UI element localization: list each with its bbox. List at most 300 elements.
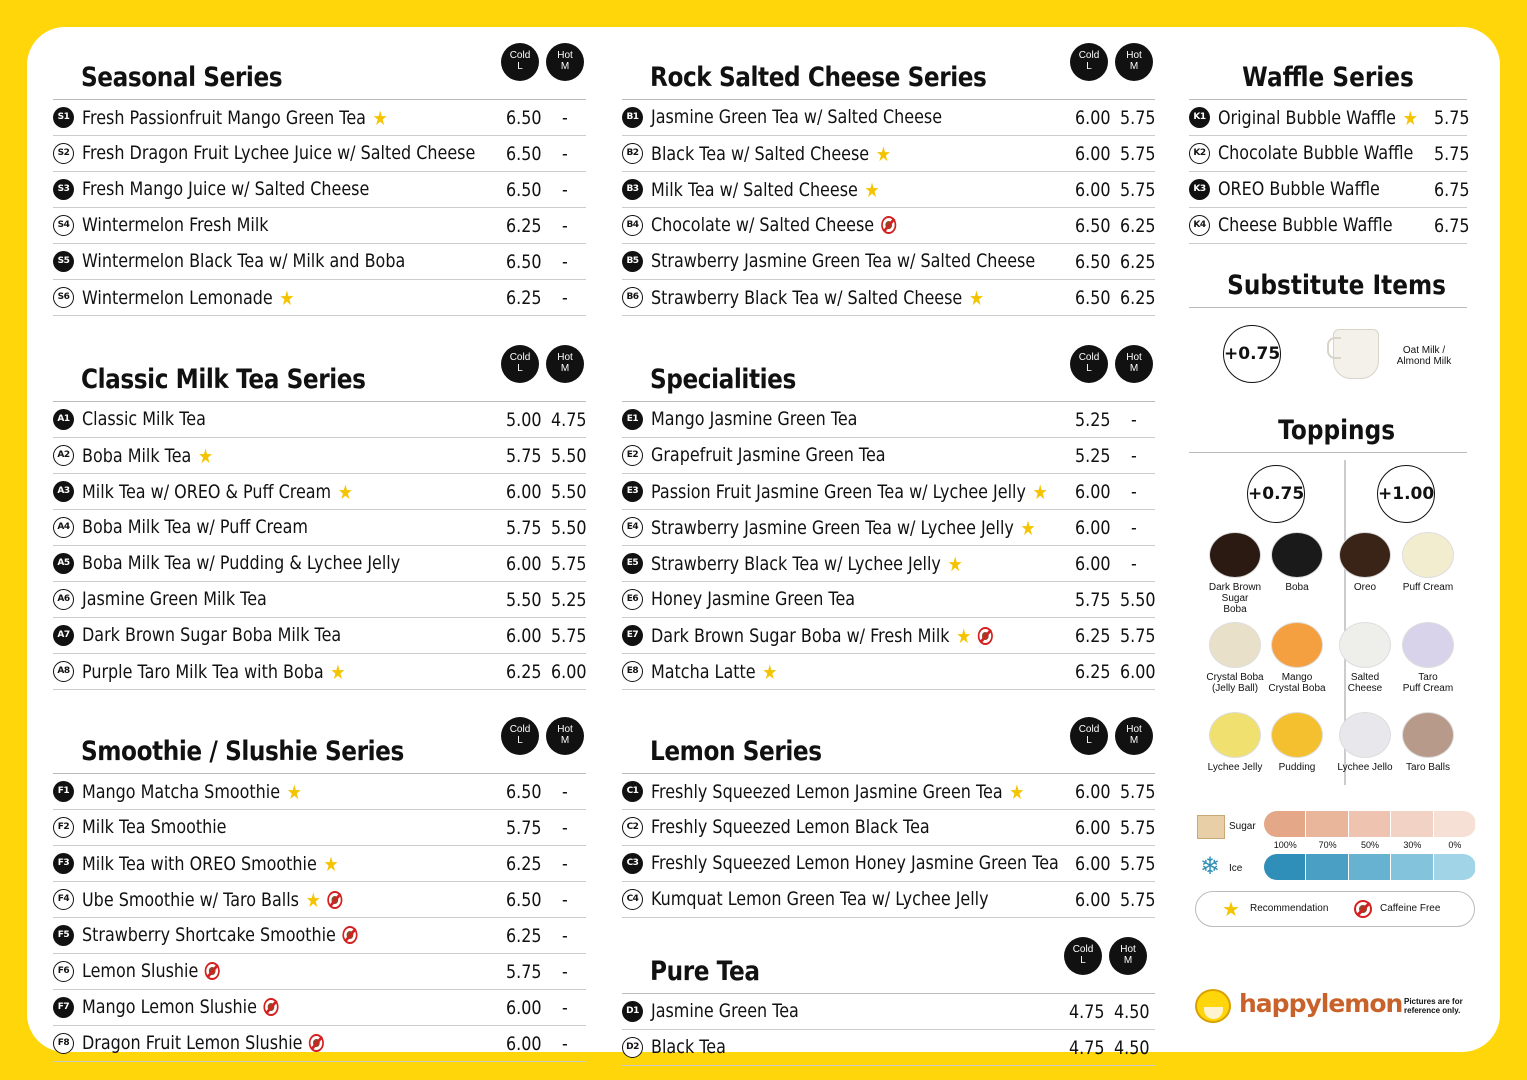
caffeine-free-icon: [343, 926, 358, 944]
price-cold: 6.00: [1075, 781, 1111, 803]
item-code-badge: E7: [622, 625, 643, 646]
menu-item[interactable]: [622, 136, 1155, 172]
section-rock-salted-cheese-series: [622, 50, 1156, 316]
item-code-badge: S2: [53, 143, 74, 164]
sugar-level-segment: [1349, 811, 1391, 837]
price-cold: 6.25: [1075, 661, 1111, 683]
menu-item[interactable]: [622, 438, 1155, 474]
cold-badge: Cold L: [1070, 717, 1108, 755]
price-hot: -: [1131, 517, 1137, 539]
item-name: Honey Jasmine Green Tea: [651, 588, 856, 610]
menu-item[interactable]: [53, 618, 586, 654]
price-hot: 5.50: [551, 445, 587, 467]
column-right: [1189, 57, 1470, 1018]
menu-item[interactable]: [622, 618, 1155, 654]
level-label: 0%: [1448, 840, 1462, 850]
topping-item: Pudding: [1257, 712, 1337, 773]
item-code-badge: A3: [53, 481, 74, 502]
topping-image: [1402, 622, 1454, 668]
menu-item[interactable]: [622, 510, 1155, 546]
item-name: Strawberry Black Tea w/ Lychee Jelly ★: [651, 552, 963, 576]
level-label: 70%: [1318, 840, 1337, 850]
price-hot: -: [562, 179, 568, 201]
sugar-level-segment: [1264, 811, 1306, 837]
item-code-badge: F3: [53, 853, 74, 874]
item-code-badge: F7: [53, 997, 74, 1018]
item-code-badge: E6: [622, 589, 643, 610]
item-code-badge: C3: [622, 853, 643, 874]
price-hot: -: [1131, 409, 1137, 431]
menu-item[interactable]: [53, 774, 586, 810]
item-name: Milk Tea with OREO Smoothie ★: [82, 852, 339, 876]
topping-item: Mango Crystal Boba: [1257, 622, 1337, 694]
section-header: [622, 352, 1155, 402]
item-name: Chocolate Bubble Waffle: [1218, 142, 1414, 164]
item-name: Purple Taro Milk Tea with Boba ★: [82, 660, 346, 684]
price-hot: -: [562, 889, 568, 911]
item-name: Passion Fruit Jasmine Green Tea w/ Lychee Jelly ★: [651, 480, 1048, 504]
item-code-badge: F4: [53, 889, 74, 910]
hot-badge: Hot M: [1115, 345, 1153, 383]
legend: [1195, 891, 1475, 927]
star-icon: ★: [968, 286, 985, 310]
caffeine-free-icon: [205, 962, 220, 980]
price-cold: 6.00: [506, 625, 542, 647]
section-header: [53, 352, 586, 402]
cold-badge: Cold L: [501, 717, 539, 755]
menu-item[interactable]: [53, 438, 586, 474]
menu-item[interactable]: [53, 954, 586, 990]
level-label: 50%: [1361, 840, 1380, 850]
caffeine-free-icon: [309, 1034, 324, 1052]
price-hot: 5.75: [1120, 817, 1156, 839]
substitute-section: [1189, 265, 1467, 308]
price-cold: 5.75: [506, 517, 542, 539]
menu-item[interactable]: [53, 1026, 586, 1062]
section-title: Classic Milk Tea Series: [81, 364, 366, 395]
topping-image: [1209, 622, 1261, 668]
menu-item[interactable]: [53, 100, 586, 136]
menu-item[interactable]: [622, 810, 1155, 846]
item-name: Strawberry Black Tea w/ Salted Cheese ★: [651, 286, 985, 310]
price-cold: 6.25: [506, 287, 542, 309]
item-name: Dragon Fruit Lemon Slushie: [82, 1032, 324, 1054]
price-cold: 6.00: [506, 1033, 542, 1055]
item-code-badge: B2: [622, 143, 643, 164]
item-name: Mango Lemon Slushie: [82, 996, 279, 1018]
sugar-label: Sugar: [1229, 821, 1256, 832]
waffle-item[interactable]: [1189, 136, 1470, 172]
price-hot: 5.75: [1120, 781, 1156, 803]
waffle-price: 6.75: [1434, 215, 1470, 237]
price-cold: 6.50: [506, 251, 542, 273]
price-hot: 5.75: [1120, 179, 1156, 201]
section-title: Lemon Series: [650, 736, 822, 767]
item-name: Strawberry Jasmine Green Tea w/ Salted Cheese: [651, 250, 1036, 272]
menu-item[interactable]: [622, 244, 1155, 280]
menu-card: [27, 27, 1500, 1059]
price-hot: 6.25: [1120, 251, 1156, 273]
level-labels: [1264, 840, 1476, 850]
price-cold: 6.50: [506, 889, 542, 911]
item-code-badge: C2: [622, 817, 643, 838]
menu-item[interactable]: [53, 882, 586, 918]
item-code-badge: E4: [622, 517, 643, 538]
item-code-badge: B3: [622, 179, 643, 200]
star-icon: ★: [1222, 899, 1240, 921]
item-name: OREO Bubble Waffle: [1218, 178, 1380, 200]
sugar-level-segment: [1434, 811, 1476, 837]
star-icon: ★: [875, 142, 891, 166]
legend-caffeine-free: Caffeine Free: [1380, 903, 1441, 914]
menu-item[interactable]: [53, 510, 586, 546]
substitute-title: Substitute Items: [1227, 270, 1447, 301]
item-code-badge: A1: [53, 409, 74, 430]
menu-item[interactable]: [53, 990, 586, 1026]
menu-item[interactable]: [53, 582, 586, 618]
hot-badge: Hot M: [1109, 937, 1147, 975]
menu-item[interactable]: [622, 546, 1155, 582]
menu-item[interactable]: [622, 654, 1155, 690]
price-hot: -: [562, 287, 568, 309]
section-classic-milk-tea-series: [53, 352, 587, 690]
substitute-price: +0.75: [1223, 325, 1281, 383]
price-hot: 5.75: [1120, 107, 1156, 129]
caffeine-free-icon: [327, 891, 342, 909]
item-name: Freshly Squeezed Lemon Honey Jasmine Green Tea: [651, 852, 1059, 874]
lemon-face-icon: [1195, 989, 1231, 1023]
price-hot: 5.75: [551, 625, 587, 647]
menu-item[interactable]: [622, 208, 1155, 244]
sugar-level-segment: [1391, 811, 1433, 837]
price-hot: -: [562, 853, 568, 875]
star-icon: ★: [372, 106, 388, 130]
price-hot: 5.75: [1120, 889, 1156, 911]
item-name: Milk Tea w/ OREO & Puff Cream ★: [82, 480, 353, 504]
item-code-badge: F2: [53, 817, 74, 838]
ice-bar: [1264, 854, 1476, 880]
hot-badge: Hot M: [1115, 717, 1153, 755]
item-name: Wintermelon Black Tea w/ Milk and Boba: [82, 250, 406, 272]
item-code-badge: F6: [53, 961, 74, 982]
price-cold: 6.00: [1075, 143, 1111, 165]
item-name: Black Tea: [651, 1036, 726, 1058]
price-cold: 6.50: [506, 179, 542, 201]
topping-image: [1339, 532, 1391, 578]
item-name: Lemon Slushie: [82, 960, 220, 982]
oat-milk-image: [1327, 323, 1387, 379]
topping-image: [1339, 622, 1391, 668]
item-name: Boba Milk Tea ★: [82, 444, 214, 468]
menu-item[interactable]: [53, 402, 586, 438]
waffle-section: [1189, 57, 1467, 100]
menu-item[interactable]: [53, 280, 586, 316]
item-name: Freshly Squeezed Lemon Black Tea: [651, 816, 930, 838]
price-cold: 5.25: [1075, 409, 1111, 431]
topping-item: Taro Balls: [1388, 712, 1468, 773]
item-name: Chocolate w/ Salted Cheese: [651, 214, 896, 236]
caffeine-free-icon: [264, 998, 279, 1016]
item-name: Mango Jasmine Green Tea: [651, 408, 858, 430]
price-hot: -: [562, 107, 568, 129]
menu-item[interactable]: [53, 474, 586, 510]
price-cold: 6.50: [1075, 251, 1111, 273]
price-hot: 5.75: [1120, 625, 1156, 647]
item-code-badge: F5: [53, 925, 74, 946]
toppings-section: [1189, 410, 1467, 453]
price-cold: 6.00: [1075, 481, 1111, 503]
price-cold: 6.50: [506, 107, 542, 129]
item-name: Fresh Mango Juice w/ Salted Cheese: [82, 178, 370, 200]
topping-item: Lychee Jello: [1325, 712, 1405, 773]
item-name: Wintermelon Fresh Milk: [82, 214, 269, 236]
item-code-badge: S4: [53, 215, 74, 236]
cold-badge: Cold L: [1070, 345, 1108, 383]
sugar-bar: [1264, 811, 1476, 837]
price-cold: 6.25: [1075, 625, 1111, 647]
star-icon: ★: [1009, 780, 1025, 804]
item-code-badge: B5: [622, 251, 643, 272]
topping-image: [1209, 712, 1261, 758]
price-cold: 4.75: [1069, 1037, 1105, 1059]
menu-item[interactable]: [53, 846, 586, 882]
topping-item: Dark Brown Sugar Boba: [1195, 532, 1275, 615]
item-code-badge: A5: [53, 553, 74, 574]
price-hot: 5.75: [1120, 143, 1156, 165]
item-code-badge: K2: [1189, 143, 1210, 164]
menu-item[interactable]: [53, 546, 586, 582]
star-icon: ★: [762, 660, 778, 684]
price-hot: 4.50: [1114, 1001, 1150, 1023]
menu-item[interactable]: [53, 172, 586, 208]
topping-image: [1271, 712, 1323, 758]
item-code-badge: B4: [622, 215, 643, 236]
item-name: Freshly Squeezed Lemon Jasmine Green Tea ★: [651, 780, 1025, 804]
menu-item[interactable]: [622, 774, 1155, 810]
price-cold: 6.00: [1075, 553, 1111, 575]
price-hot: -: [562, 251, 568, 273]
star-icon: ★: [286, 780, 302, 804]
topping-image: [1271, 622, 1323, 668]
waffle-item[interactable]: [1189, 100, 1470, 136]
price-hot: 6.00: [1120, 661, 1156, 683]
hot-badge: Hot M: [546, 717, 584, 755]
price-cold: 5.00: [506, 409, 542, 431]
price-cold: 6.00: [1075, 107, 1111, 129]
section-title: Seasonal Series: [81, 62, 283, 93]
item-code-badge: E1: [622, 409, 643, 430]
ice-label: Ice: [1229, 863, 1243, 874]
menu-item[interactable]: [622, 172, 1155, 208]
topping-image: [1402, 712, 1454, 758]
cold-badge: Cold L: [501, 43, 539, 81]
section-header: [622, 50, 1155, 100]
price-cold: 4.75: [1069, 1001, 1105, 1023]
price-hot: -: [562, 781, 568, 803]
item-name: Jasmine Green Milk Tea: [82, 588, 267, 610]
item-code-badge: A4: [53, 517, 74, 538]
item-name: Strawberry Jasmine Green Tea w/ Lychee Jelly ★: [651, 516, 1036, 540]
item-code-badge: S5: [53, 251, 74, 272]
price-cold: 6.00: [1075, 889, 1111, 911]
menu-item[interactable]: [53, 810, 586, 846]
hot-badge: Hot M: [546, 43, 584, 81]
ice-level-segment: [1349, 854, 1391, 880]
waffle-item[interactable]: [1189, 208, 1470, 244]
menu-item[interactable]: [622, 100, 1155, 136]
item-code-badge: B1: [622, 107, 643, 128]
item-code-badge: F8: [53, 1033, 74, 1054]
price-hot: 4.75: [551, 409, 587, 431]
topping-image: [1209, 532, 1261, 578]
star-icon: ★: [947, 552, 963, 576]
item-name: Kumquat Lemon Green Tea w/ Lychee Jelly: [651, 888, 989, 910]
item-name: Jasmine Green Tea w/ Salted Cheese: [651, 106, 943, 128]
item-name: Matcha Latte ★: [651, 660, 778, 684]
item-code-badge: B6: [622, 287, 643, 308]
ice-icon: ❄: [1199, 853, 1221, 880]
section-lemon-series: [622, 724, 1156, 918]
topping-item: Lychee Jelly: [1195, 712, 1275, 773]
item-code-badge: A8: [53, 661, 74, 682]
price-cold: 6.50: [1075, 215, 1111, 237]
sugar-icon: [1197, 815, 1225, 839]
caffeine-free-icon: [1354, 900, 1372, 918]
item-code-badge: S3: [53, 179, 74, 200]
section-header: [53, 50, 586, 100]
menu-item[interactable]: [622, 582, 1155, 618]
item-name: Dark Brown Sugar Boba w/ Fresh Milk ★: [651, 624, 993, 648]
menu-item[interactable]: [53, 654, 586, 690]
section-title: Pure Tea: [650, 956, 760, 987]
ice-level-segment: [1434, 854, 1476, 880]
item-code-badge: D2: [622, 1037, 643, 1058]
star-icon: ★: [330, 660, 346, 684]
menu-item[interactable]: [53, 208, 586, 244]
price-cold: 6.25: [506, 661, 542, 683]
caffeine-free-icon: [978, 627, 993, 645]
price-cold: 6.25: [506, 215, 542, 237]
item-code-badge: E8: [622, 661, 643, 682]
item-name: Dark Brown Sugar Boba Milk Tea: [82, 624, 342, 646]
price-hot: -: [562, 925, 568, 947]
price-cold: 6.50: [506, 143, 542, 165]
menu-item[interactable]: [53, 136, 586, 172]
level-label: 30%: [1403, 840, 1422, 850]
star-icon: ★: [956, 624, 972, 648]
topping-item: Boba: [1257, 532, 1337, 593]
item-name: Ube Smoothie w/ Taro Balls ★: [82, 888, 343, 912]
item-name: Classic Milk Tea: [82, 408, 206, 430]
legend-recommendation: Recommendation: [1250, 903, 1329, 914]
price-cold: 5.75: [506, 445, 542, 467]
section-specialities: [622, 352, 1156, 690]
price-cold: 5.75: [506, 817, 542, 839]
section-smoothie-slushie-series: [53, 724, 586, 1062]
cold-badge: Cold L: [1064, 937, 1102, 975]
price-hot: 5.75: [551, 553, 587, 575]
toppings-price-right: +1.00: [1377, 465, 1435, 523]
ice-level-segment: [1306, 854, 1348, 880]
menu-item[interactable]: [622, 882, 1155, 918]
price-cold: 5.25: [1075, 445, 1111, 467]
star-icon: ★: [323, 852, 339, 876]
toppings-title: Toppings: [1278, 415, 1396, 446]
section-title: Rock Salted Cheese Series: [650, 62, 987, 93]
star-icon: ★: [1032, 480, 1048, 504]
brand-name: happylemon: [1239, 989, 1403, 1018]
price-hot: 6.25: [1120, 215, 1156, 237]
price-cold: 5.75: [506, 961, 542, 983]
hot-badge: Hot M: [1115, 43, 1153, 81]
star-icon: ★: [279, 286, 295, 310]
menu-item[interactable]: [622, 846, 1155, 882]
price-hot: -: [1131, 445, 1137, 467]
item-name: Original Bubble Waffle ★: [1218, 106, 1418, 130]
price-hot: -: [1131, 481, 1137, 503]
menu-item[interactable]: [622, 474, 1155, 510]
section-title: Specialities: [650, 364, 796, 395]
item-name: Fresh Dragon Fruit Lychee Juice w/ Salted Cheese: [82, 142, 476, 164]
price-hot: 5.50: [1120, 589, 1156, 611]
item-code-badge: A2: [53, 445, 74, 466]
item-code-badge: K3: [1189, 179, 1210, 200]
item-code-badge: C1: [622, 781, 643, 802]
topping-item: Taro Puff Cream: [1388, 622, 1468, 694]
waffle-price: 6.75: [1434, 179, 1470, 201]
section-pure-tea: [622, 944, 1155, 1066]
item-code-badge: S6: [53, 287, 74, 308]
substitute-label: Oat Milk / Almond Milk: [1396, 345, 1452, 367]
item-code-badge: E5: [622, 553, 643, 574]
menu-item[interactable]: [622, 1030, 1155, 1066]
price-hot: -: [1131, 553, 1137, 575]
reference-note: Pictures are for reference only.: [1404, 997, 1463, 1015]
menu-item[interactable]: [622, 280, 1155, 316]
menu-item[interactable]: [622, 994, 1155, 1030]
menu-item[interactable]: [53, 244, 586, 280]
item-name: Grapefruit Jasmine Green Tea: [651, 444, 886, 466]
price-hot: 6.00: [551, 661, 587, 683]
price-hot: 5.75: [1120, 853, 1156, 875]
item-code-badge: E2: [622, 445, 643, 466]
star-icon: ★: [305, 888, 321, 912]
waffle-item[interactable]: [1189, 172, 1470, 208]
item-code-badge: C4: [622, 889, 643, 910]
topping-item: Puff Cream: [1388, 532, 1468, 593]
menu-item[interactable]: [622, 402, 1155, 438]
price-hot: -: [562, 143, 568, 165]
price-hot: 6.25: [1120, 287, 1156, 309]
section-header: [53, 724, 586, 774]
price-cold: 6.25: [506, 853, 542, 875]
star-icon: ★: [864, 178, 880, 202]
section-header: [622, 944, 1155, 994]
item-name: Cheese Bubble Waffle: [1218, 214, 1393, 236]
menu-item[interactable]: [53, 918, 586, 954]
price-hot: 4.50: [1114, 1037, 1150, 1059]
price-cold: 6.00: [1075, 179, 1111, 201]
price-hot: -: [562, 817, 568, 839]
price-cold: 6.00: [506, 553, 542, 575]
item-name: Strawberry Shortcake Smoothie: [82, 924, 358, 946]
topping-image: [1402, 532, 1454, 578]
caffeine-free-icon: [881, 216, 896, 234]
cold-badge: Cold L: [501, 345, 539, 383]
price-hot: -: [562, 215, 568, 237]
item-name: Milk Tea w/ Salted Cheese ★: [651, 178, 880, 202]
cold-badge: Cold L: [1070, 43, 1108, 81]
